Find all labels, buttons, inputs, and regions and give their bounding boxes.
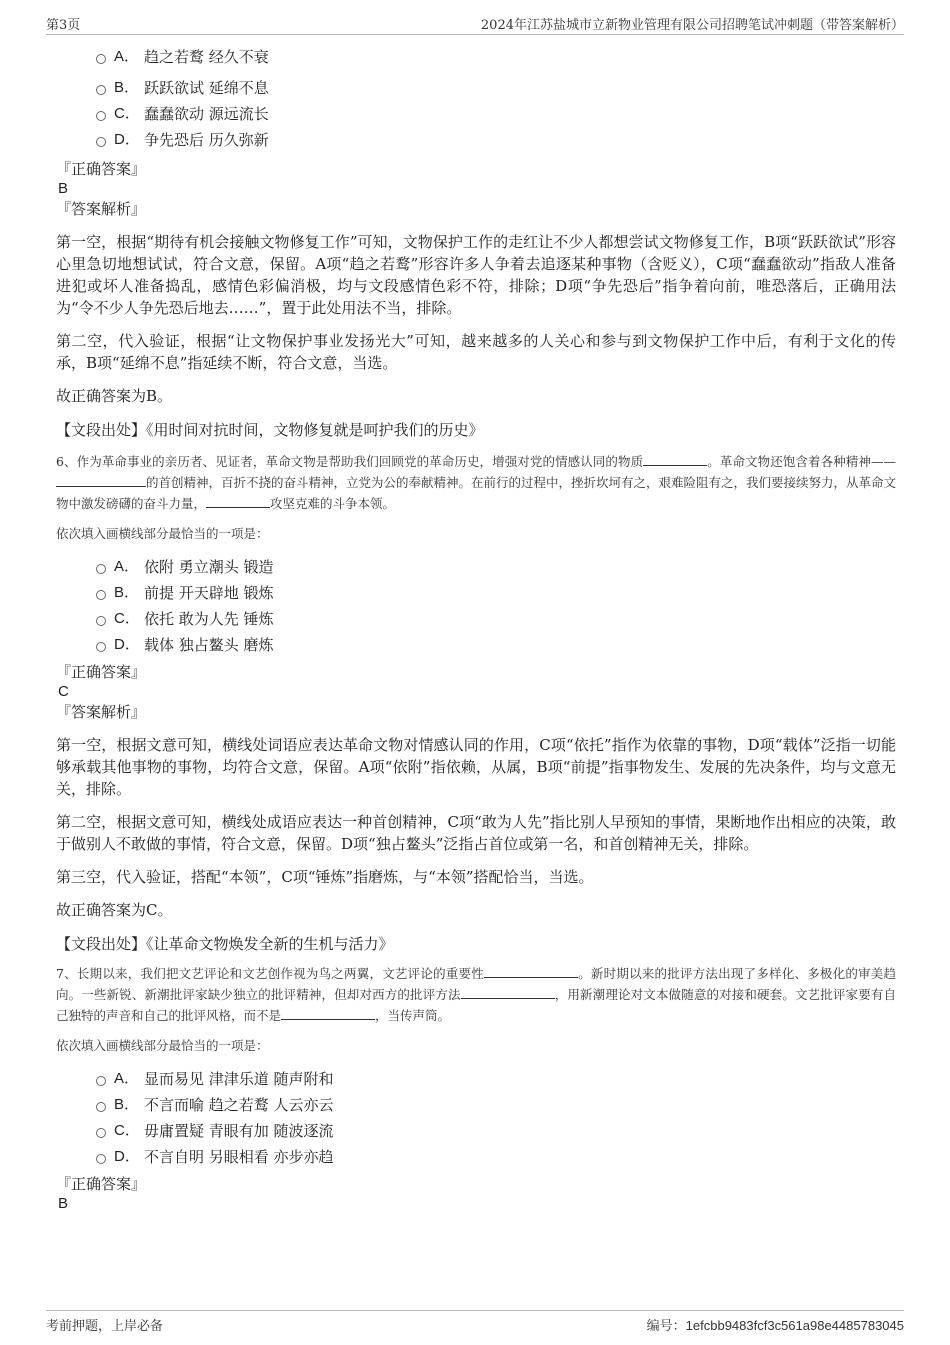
q6-answer-label: 『正确答案』 (56, 663, 147, 681)
blank-line (206, 493, 270, 508)
q6-analysis-p3: 第三空，代入验证，搭配“本领”，C项“锤炼”指磨炼，与“本领”搭配恰当，当选。 (56, 868, 594, 886)
q5-analysis-p2: 第二空，代入验证，根据“让文物保护事业发扬光大”可知，越来越多的人关心和参与到文物保护工作中后，有利于文化的传承，B项“延绵不息”指延续不断，符合文意，当选。 (56, 332, 896, 372)
page-header (46, 14, 904, 35)
radio-icon[interactable] (96, 54, 106, 64)
q6-option-c[interactable]: C． 依托 敢为人先 锤炼 (56, 606, 896, 632)
q6-analysis-p1: 第一空，根据文意可知，横线处词语应表达革命文物对情感认同的作用，C项“依托”指作为依靠的事物，D项“载体”泛指一切能够承载其他事物的事物，均符合文意，保留。A项“依附”指依赖，从属，B项“前提”指事物发生、发展的先决条件，均与文意无关，排除。 (56, 736, 896, 798)
q7-options (56, 1066, 896, 1170)
q7-option-d[interactable]: D． 不言自明 另眼相看 亦步亦趋 (56, 1144, 896, 1170)
blank-line (643, 451, 707, 466)
radio-icon[interactable] (96, 1102, 106, 1112)
q7-answer-label: 『正确答案』 (56, 1175, 147, 1193)
q5-option-b[interactable]: B． 跃跃欲试 延绵不息 (56, 75, 896, 101)
blank-line (484, 963, 578, 978)
radio-icon[interactable] (96, 111, 106, 121)
q5-option-c[interactable]: C． 蠢蠢欲动 源远流长 (56, 101, 896, 127)
radio-icon[interactable] (96, 1128, 106, 1138)
radio-icon[interactable] (96, 1154, 106, 1164)
q6-options (56, 554, 896, 658)
q5-analysis-p3: 故正确答案为B。 (56, 387, 173, 405)
q7-option-b[interactable]: B． 不言而喻 趋之若鹜 人云亦云 (56, 1092, 896, 1118)
q5-source: 【文段出处】《用时间对抗时间，文物修复就是呵护我们的历史》 (56, 421, 484, 439)
q5-answer-label: 『正确答案』 (56, 160, 147, 178)
q6-analysis-p4: 故正确答案为C。 (56, 901, 173, 919)
blank-line (56, 472, 146, 487)
radio-icon[interactable] (96, 564, 106, 574)
page-content (56, 42, 896, 1214)
q5-option-d[interactable]: D． 争先恐后 历久弥新 (56, 127, 896, 153)
page-number: 第3页 (46, 18, 81, 33)
q6-analysis-label: 『答案解析』 (56, 703, 147, 721)
q5-analysis-label: 『答案解析』 (56, 200, 147, 218)
q6-option-b[interactable]: B． 前提 开天辟地 锻炼 (56, 580, 896, 606)
document-title: 2024年江苏盐城市立新物业管理有限公司招聘笔试冲刺题（带答案解析） (480, 18, 904, 33)
q6-option-a[interactable]: A． 依附 勇立潮头 锻造 (56, 554, 896, 580)
q5-analysis-p1: 第一空，根据“期待有机会接触文物修复工作”可知，文物保护工作的走红让不少人都想尝试文物修复工作，B项“跃跃欲试”形容心里急切地想试试，符合文意，保留。A项“趋之若鹜”形容许多人争着去追逐某种事物（含贬义），C项“蠢蠢欲动”指敌人准备进犯或坏人准备捣乱，感情色彩偏消极，均与文段感情色彩不符，排除；D项“争先恐后”指争着向前，唯恐落后，正确用法为“令不少人争先恐后地去……”，置于此处用法不当，排除。 (56, 233, 896, 317)
page-footer (46, 1310, 904, 1333)
radio-icon[interactable] (96, 1076, 106, 1086)
radio-icon[interactable] (96, 642, 106, 652)
q6-instruction: 依次填入画横线部分最恰当的一项是： (56, 526, 269, 541)
footer-slogan: 考前押题，上岸必备 (46, 1319, 164, 1334)
q7-stem: 7、长期以来，我们把文艺评论和文艺创作视为鸟之两翼，文艺评论的重要性 。新时期以来的批评方法出现了多样化、多极化的审美趋向。一些新锐、新潮批评家缺少独立的批评精神，但却对西方的批评方法 ，用新潮理论对文本做随意的对接和硬套。文艺批评家要有自己独特的声音和自己的批评风格，而不是 ，当传声筒。 (56, 963, 896, 1026)
q6-answer: C (58, 683, 69, 700)
q6-stem: 6、作为革命事业的亲历者、见证者，革命文物是帮助我们回顾党的革命历史，增强对党的情感认同的物质 。革命文物还饱含着各种精神——的首创精神，百折不挠的奋斗精神，立党为公的奉献精神。在前行的过程中，挫折坎坷有之，艰难险阻有之，我们要接续努力，从革命文物中激发磅礴的奋斗力量， 攻坚克难的斗争本领。 (56, 451, 896, 514)
footer-code: 编号：1efcbb9483fcf3c561a98e4485783045 (646, 1318, 904, 1334)
blank-line (461, 984, 555, 999)
q5-answer: B (58, 180, 69, 197)
q7-instruction: 依次填入画横线部分最恰当的一项是： (56, 1038, 269, 1053)
q5-options (56, 44, 896, 153)
radio-icon[interactable] (96, 137, 106, 147)
q6-analysis-p2: 第二空，根据文意可知，横线处成语应表达一种首创精神，C项“敢为人先”指比别人早预知的事情，果断地作出相应的决策，敢于做别人不敢做的事情，符合文意，保留。D项“独占鳌头”泛指占首位或第一名，和首创精神无关，排除。 (56, 813, 896, 853)
radio-icon[interactable] (96, 85, 106, 95)
q7-option-a[interactable]: A． 显而易见 津津乐道 随声附和 (56, 1066, 896, 1092)
radio-icon[interactable] (96, 616, 106, 626)
q5-option-a[interactable]: A． 趋之若鹜 经久不衰 (56, 44, 896, 70)
q7-answer: B (58, 1195, 69, 1212)
q6-option-d[interactable]: D． 载体 独占鳌头 磨炼 (56, 632, 896, 658)
radio-icon[interactable] (96, 590, 106, 600)
q7-option-c[interactable]: C． 毋庸置疑 青眼有加 随波逐流 (56, 1118, 896, 1144)
q6-source: 【文段出处】《让革命文物焕发全新的生机与活力》 (56, 935, 394, 953)
blank-line (281, 1005, 375, 1020)
